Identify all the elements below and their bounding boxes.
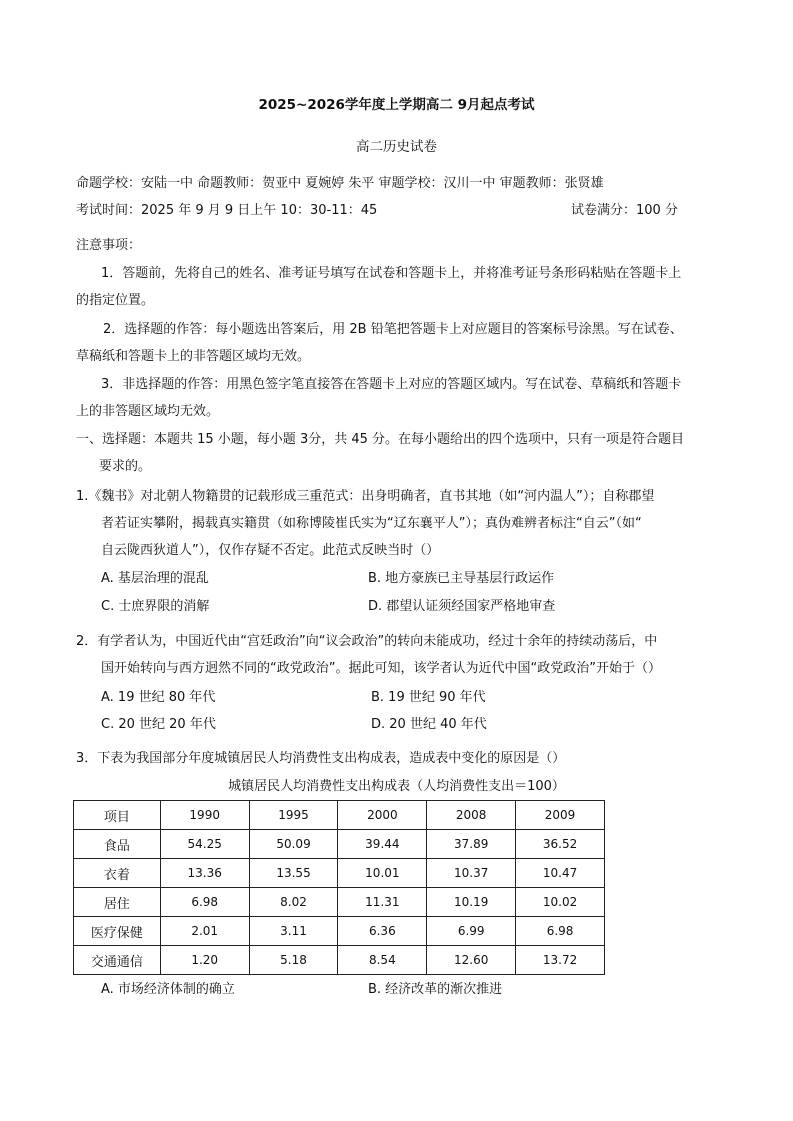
- notice-item-3-cont: 上的非答题区域均无效。: [76, 404, 220, 419]
- notice-item-1-cont: 的指定位置。: [76, 293, 155, 308]
- table-cell: 10.37: [427, 859, 516, 888]
- question-2-option-a: A. 19 世纪 80 年代: [101, 690, 216, 705]
- table-cell: 36.52: [516, 830, 605, 859]
- table-header-cell: 1990: [160, 801, 249, 830]
- table-cell: 6.98: [516, 917, 605, 946]
- table-cell: 13.72: [516, 946, 605, 975]
- table-cell: 13.36: [160, 859, 249, 888]
- question-1-option-c: C. 士庶界限的消解: [101, 599, 210, 614]
- table-cell: 医疗保健: [74, 917, 161, 946]
- consumption-table: [73, 800, 605, 975]
- question-1-stem: 1.《魏书》对北朝人物籍贯的记载形成三重范式：出身明确者，直书其地（如“河内温人”）；自称郡望: [76, 489, 655, 504]
- table-cell: 衣着: [74, 859, 161, 888]
- section-heading-cont: 要求的。: [99, 459, 152, 474]
- table-cell: 5.18: [249, 946, 338, 975]
- question-2-option-d: D. 20 世纪 40 年代: [371, 717, 487, 732]
- table-row: [74, 946, 605, 975]
- notice-item-3: 3．非选择题的作答：用黑色签字笔直接答在答题卡上对应的答题区域内。写在试卷、草稿纸和答题卡: [101, 377, 682, 392]
- table-cell: 10.01: [338, 859, 427, 888]
- table-cell: 6.98: [160, 888, 249, 917]
- question-3-stem: 3．下表为我国部分年度城镇居民人均消费性支出构成表，造成表中变化的原因是（）: [76, 751, 566, 766]
- table-cell: 居住: [74, 888, 161, 917]
- table-header-cell: 2000: [338, 801, 427, 830]
- table-cell: 2.01: [160, 917, 249, 946]
- table-cell: 8.54: [338, 946, 427, 975]
- table-cell: 54.25: [160, 830, 249, 859]
- section-heading: 一、选择题：本题共 15 小题，每小题 3分，共 45 分。在每小题给出的四个选项中，只有一项是符合题目: [76, 432, 685, 447]
- table-header-row: [74, 801, 605, 830]
- table-row: [74, 859, 605, 888]
- table-title: 城镇居民人均消费性支出构成表（人均消费性支出＝100）: [228, 779, 565, 794]
- question-2-stem: 2．有学者认为，中国近代由“宫廷政治”向“议会政治”的转向未能成功，经过十余年的持续动荡后，中: [76, 634, 658, 649]
- table-header-cell: 1995: [249, 801, 338, 830]
- table-row: [74, 917, 605, 946]
- full-score: 试卷满分：100 分: [571, 203, 678, 218]
- table-cell: 12.60: [427, 946, 516, 975]
- table-header-cell: 2008: [427, 801, 516, 830]
- question-2-option-b: B. 19 世纪 90 年代: [371, 690, 486, 705]
- table-cell: 50.09: [249, 830, 338, 859]
- table-row: [74, 830, 605, 859]
- table-cell: 10.47: [516, 859, 605, 888]
- question-2-option-c: C. 20 世纪 20 年代: [101, 717, 216, 732]
- table-cell: 食品: [74, 830, 161, 859]
- notice-item-2-cont: 草稿纸和答题卡上的非答题区域均无效。: [76, 349, 311, 364]
- table-cell: 10.02: [516, 888, 605, 917]
- table-cell: 6.99: [427, 917, 516, 946]
- table-cell: 6.36: [338, 917, 427, 946]
- table-header-cell: 项目: [74, 801, 161, 830]
- question-1-stem-cont: 者若证实攀附，揭载真实籍贯（如称博陵崔氏实为“辽东襄平人”）；真伪难辨者标注“自云”（如“: [101, 516, 642, 531]
- exam-time: 考试时间：2025 年 9 月 9 日上午 10：30-11：45: [76, 203, 378, 218]
- notice-item-2: 2．选择题的作答：每小题选出答案后，用 2B 铅笔把答题卡上对应题目的答案标号涂黑。写在试卷、: [103, 322, 683, 337]
- authors-line: 命题学校：安陆一中 命题教师：贺亚中 夏婉婷 朱平 审题学校：汉川一中 审题教师：张贤雄: [76, 176, 604, 191]
- exam-subtitle: 高二历史试卷: [356, 139, 437, 155]
- question-1-stem-end: 自云陇西狄道人”），仅作存疑不否定。此范式反映当时（）: [101, 543, 440, 558]
- table-cell: 10.19: [427, 888, 516, 917]
- table-cell: 37.89: [427, 830, 516, 859]
- notice-item-1: 1．答题前，先将自己的姓名、准考证号填写在试卷和答题卡上，并将准考证号条形码粘贴在答题卡上: [101, 266, 682, 281]
- exam-title: 2025~2026学年度上学期高二 9月起点考试: [258, 97, 535, 113]
- table-cell: 3.11: [249, 917, 338, 946]
- question-2-stem-cont: 国开始转向与西方迥然不同的“政党政治”。据此可知，该学者认为近代中国“政党政治”开始于（）: [101, 661, 661, 676]
- question-3-option-b: B. 经济改革的渐次推进: [368, 982, 503, 997]
- table-cell: 1.20: [160, 946, 249, 975]
- question-1-option-a: A. 基层治理的混乱: [101, 571, 209, 586]
- table-cell: 39.44: [338, 830, 427, 859]
- question-1-option-b: B. 地方豪族已主导基层行政运作: [368, 571, 555, 586]
- table-cell: 8.02: [249, 888, 338, 917]
- table-row: [74, 888, 605, 917]
- question-1-option-d: D. 郡望认证须经国家严格地审查: [368, 599, 556, 614]
- notice-heading: 注意事项：: [76, 238, 142, 253]
- question-3-option-a: A. 市场经济体制的确立: [101, 982, 235, 997]
- table-cell: 13.55: [249, 859, 338, 888]
- table-cell: 11.31: [338, 888, 427, 917]
- table-cell: 交通通信: [74, 946, 161, 975]
- table-header-cell: 2009: [516, 801, 605, 830]
